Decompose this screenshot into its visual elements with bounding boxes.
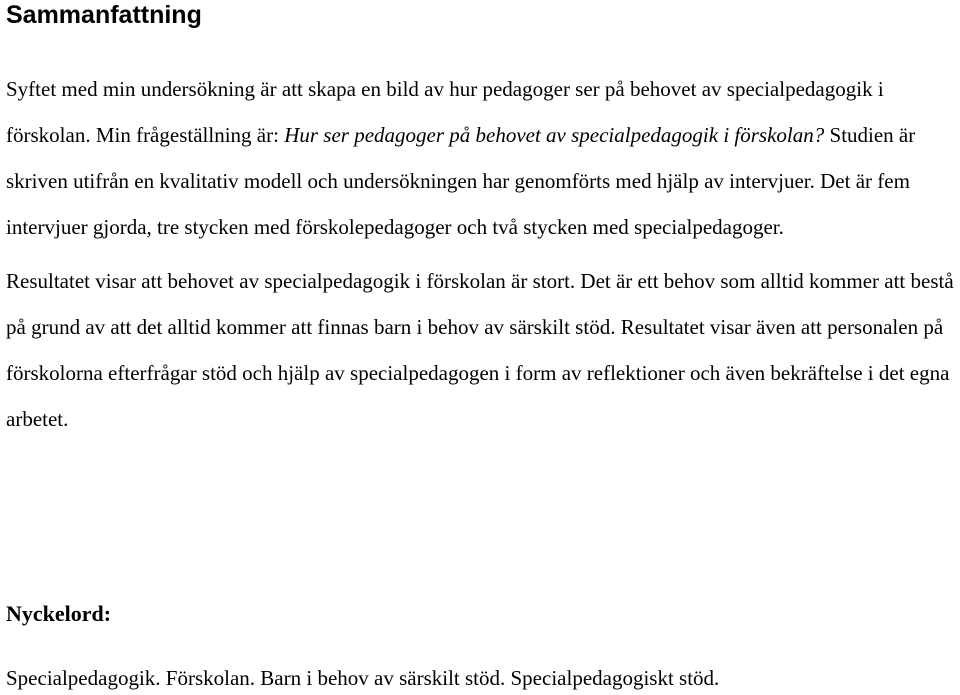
paragraph-text: Studien är skriven utifrån en kvalitativ modell och undersökningen har genomförts med hjälp av intervjuer. Det är fem intervjuer gjorda, tre stycken med förskolepedagoger och två stycken med specialpedagoger. bbox=[6, 123, 916, 239]
abstract-paragraph-2: Resultatet visar att behovet av specialpedagogik i förskolan är stort. Det är ett behov som alltid kommer att bestå på grund av att det alltid kommer att finnas barn i behov av särskilt stöd. Resultatet visar även att personalen på förskolorna efterfrågar stöd och hjälp av specialpedagogen i form av reflektioner och även bekräftelse i det egna arbetet. bbox=[6, 269, 954, 431]
page-title: Sammanfattning bbox=[6, 1, 202, 29]
research-question: Hur ser pedagoger på behovet av specialpedagogik i förskolan? bbox=[284, 123, 825, 147]
abstract-paragraph-1 bbox=[6, 66, 954, 250]
keywords-list: Specialpedagogik. Förskolan. Barn i behov av särskilt stöd. Specialpedagogiskt stöd. bbox=[6, 666, 720, 690]
paragraph-text: Syftet med min undersökning är att skapa en bild av hur pedagoger ser på behovet av specialpedagogik i förskolan. Min frågeställning är: bbox=[6, 77, 884, 147]
keywords-heading: Nyckelord: bbox=[6, 601, 112, 626]
